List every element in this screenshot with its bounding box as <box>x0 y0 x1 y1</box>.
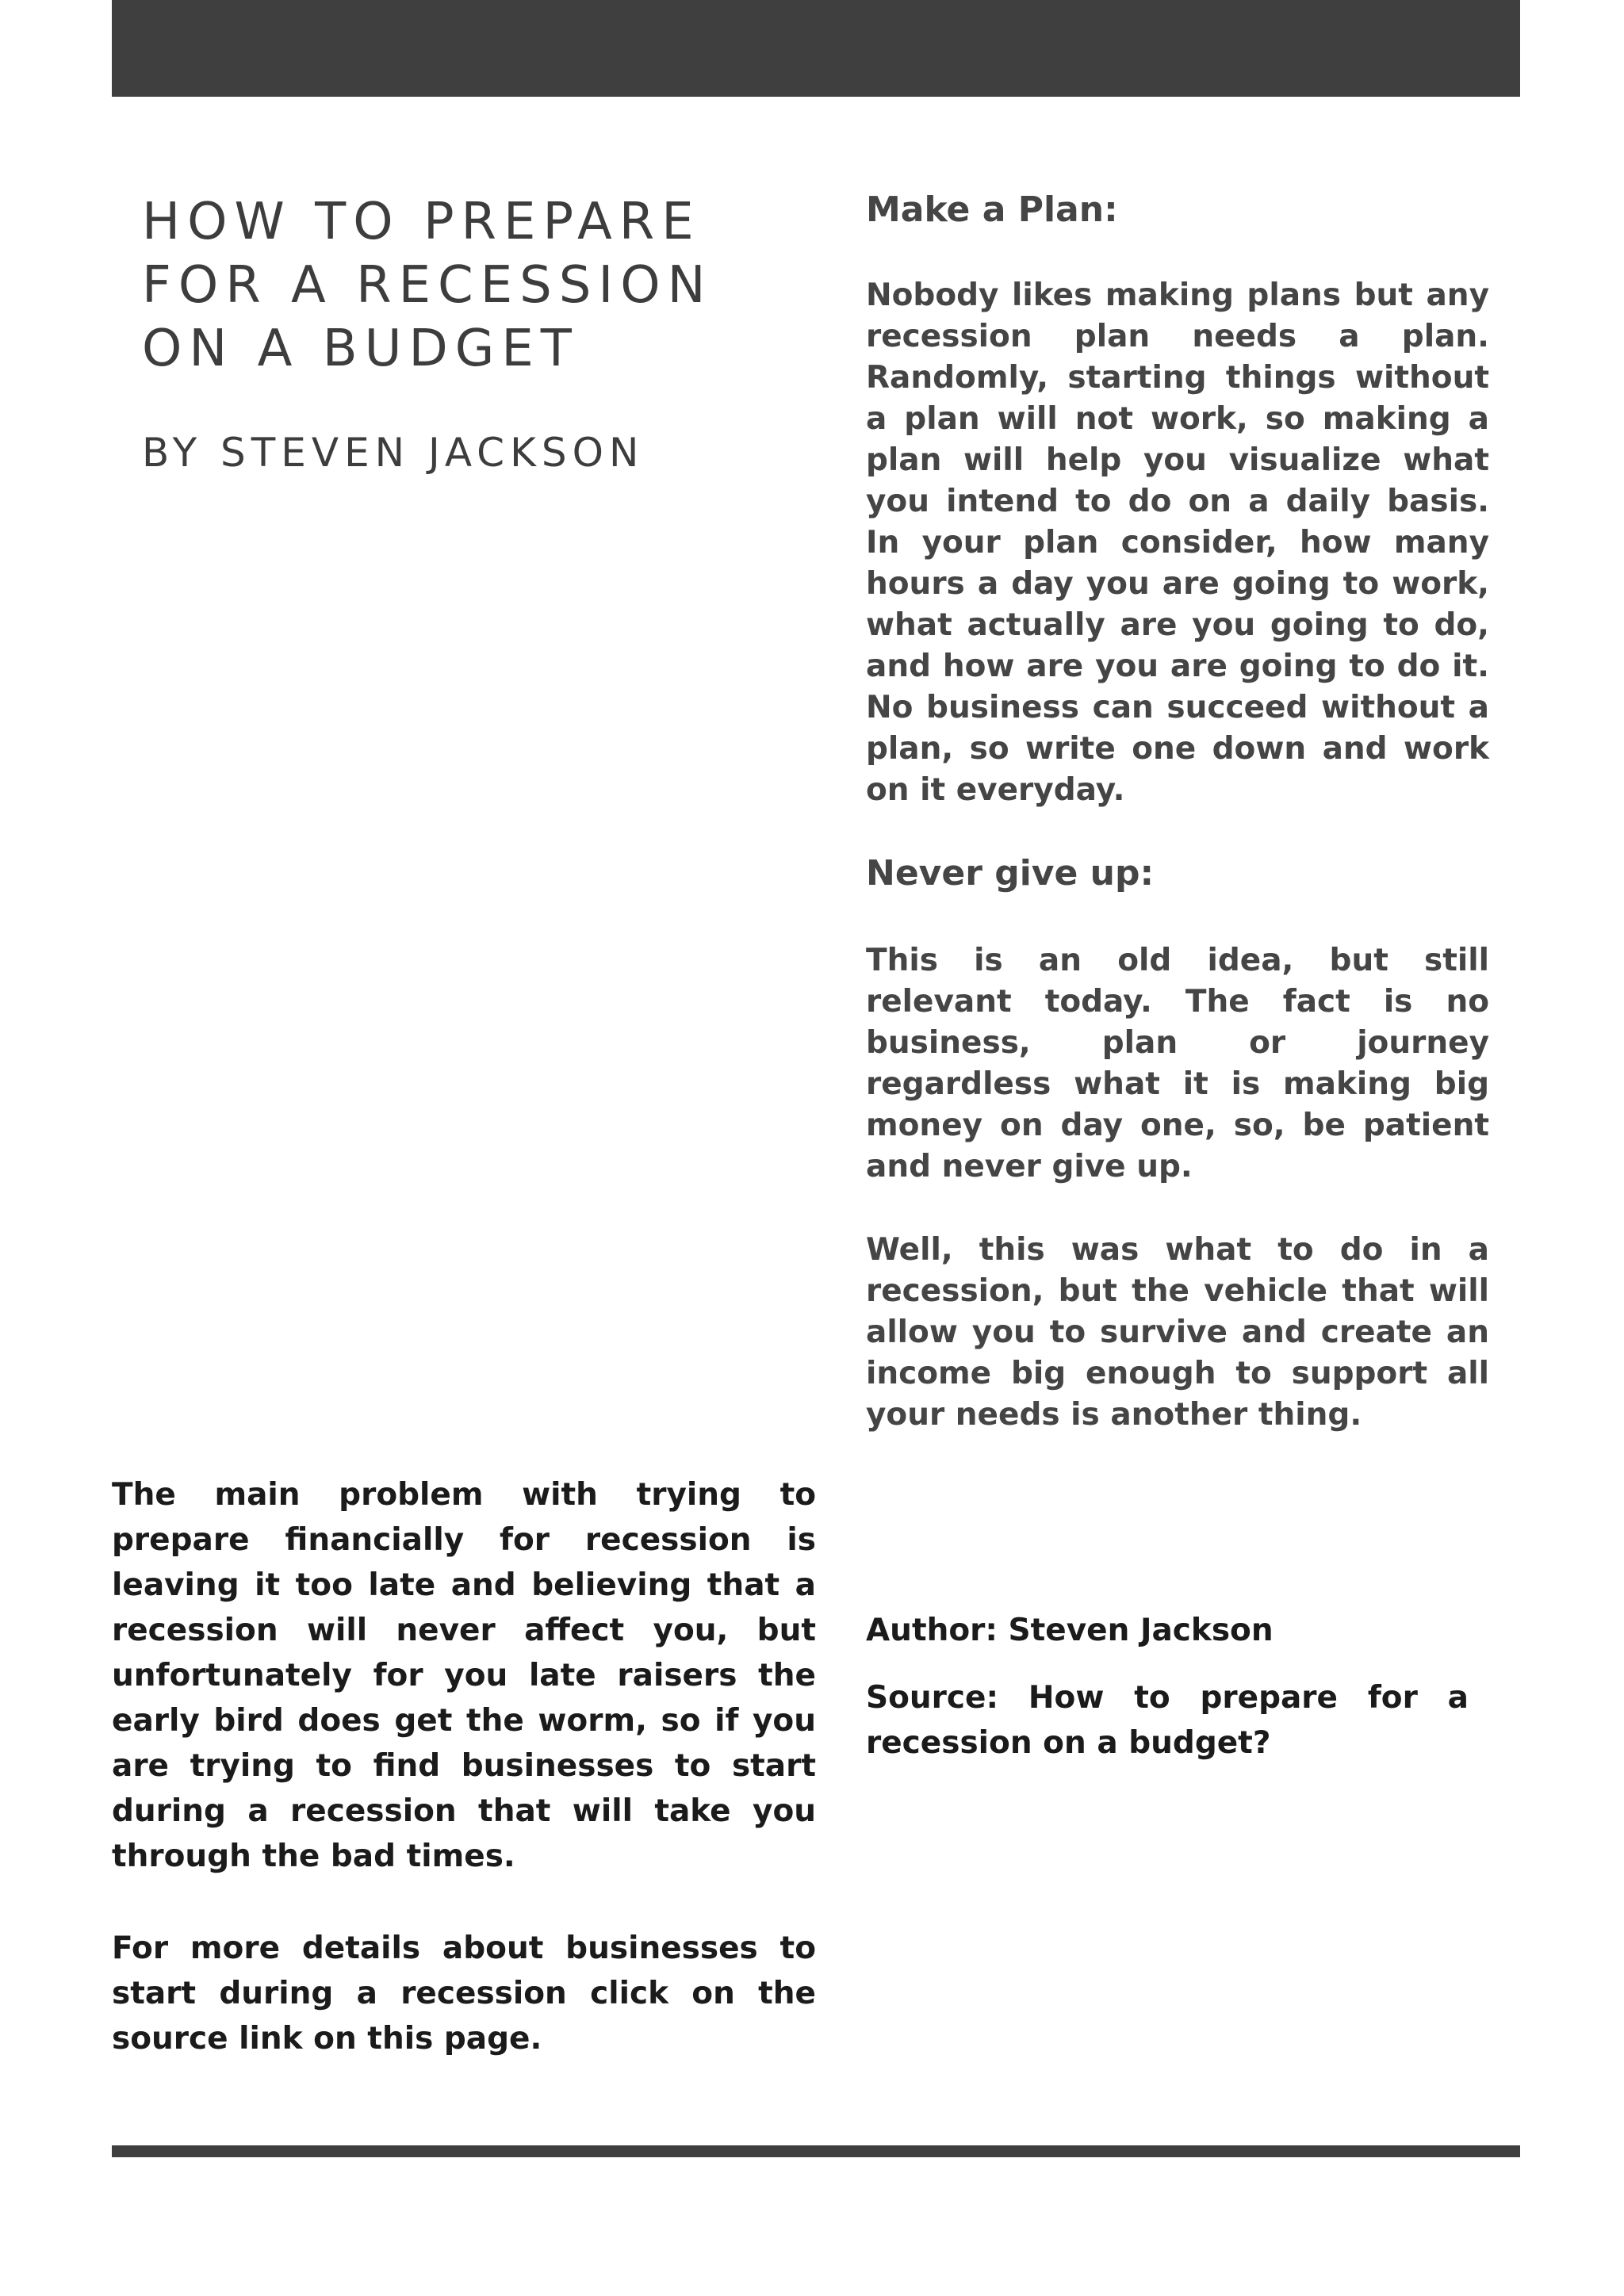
closing-block <box>866 1230 1489 1436</box>
never-give-up-paragraph: This is an old idea, but still relevant today. The fact is no business, plan or journey regardless what it is making big money on day one, so, be patient and never give up. <box>866 943 1489 1184</box>
header-bar <box>112 0 1520 97</box>
make-a-plan-body-block <box>866 275 1489 811</box>
section-heading-never-give-up: Never give up: <box>866 853 1155 894</box>
make-a-plan-paragraph: Nobody likes making plans but any recession plan needs a plan. Randomly, starting things without a plan will not work, so making a plan will help you visualize what you intend to do on a daily basis. In your plan consider, how many hours a day you are going to work, what actually are you going to do, and how are you are going to do it. No business can succeed without a plan, so write one down and work on it everyday. <box>866 277 1489 808</box>
author-credit: Author: Steven Jackson <box>866 1613 1274 1648</box>
footer-rule <box>112 2145 1520 2157</box>
section-heading-make-a-plan: Make a Plan: <box>866 189 1118 230</box>
intro-paragraph: The main problem with trying to prepare financially for recession is leaving it too late and believing that a recession will never affect you, but unfortunately for you late raisers the early bird does get the worm, so if you are trying to find businesses to start during a recession that will take you through the bad times. <box>112 1477 816 1874</box>
section-never-give-up <box>866 851 1489 896</box>
source-note-paragraph: For more details about businesses to start during a recession click on the source link on this page. <box>112 1931 816 2057</box>
author-byline: BY STEVEN JACKSON <box>142 430 645 476</box>
section-make-a-plan <box>866 188 1489 232</box>
source-credit: Source: How to prepare for a recession on a budget? <box>866 1680 1469 1761</box>
closing-paragraph: Well, this was what to do in a recession, but the vehicle that will allow you to survive and create an income big enough to support all your needs is another thing. <box>866 1232 1489 1433</box>
never-give-up-body-block <box>866 940 1489 1188</box>
page-title: HOW TO PREPARE FOR A RECESSION ON A BUDGET <box>142 193 713 378</box>
